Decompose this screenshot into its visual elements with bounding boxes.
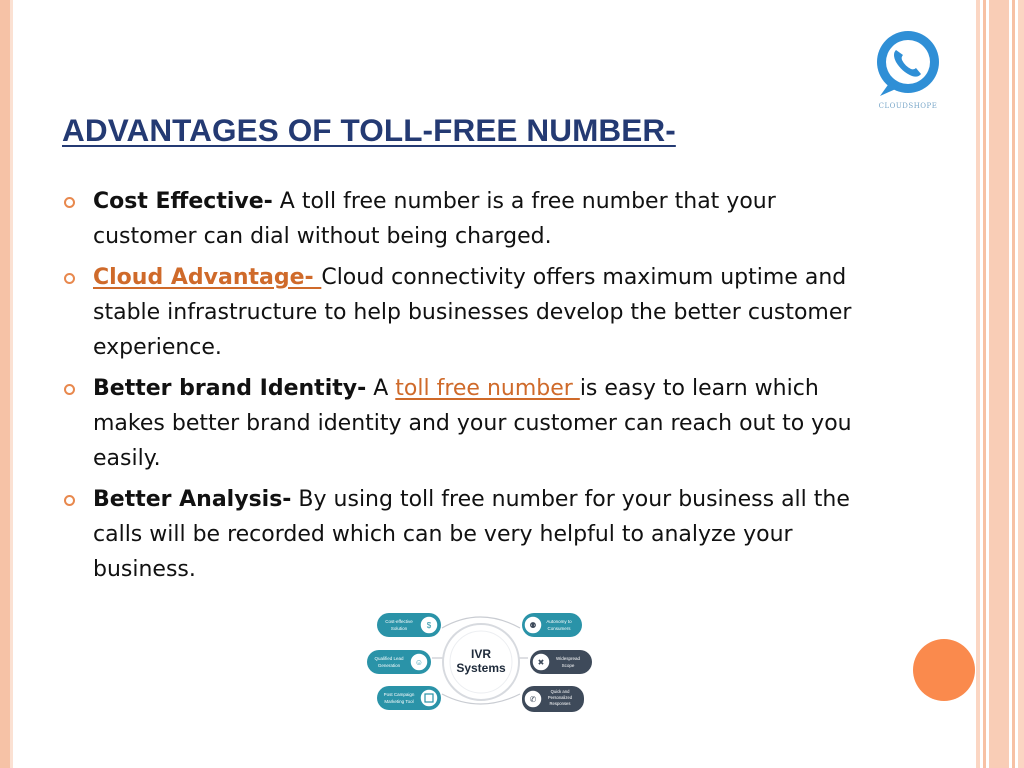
advantages-list <box>62 184 862 593</box>
right-border-decoration <box>976 0 1024 768</box>
bullet-text: Cloud connectivity offers maximum uptime and stable infrastructure to help businesses develop the better customer experience. <box>93 265 852 360</box>
money-icon: $ <box>426 621 432 630</box>
expand-icon: ✖ <box>537 658 545 667</box>
logo-caption: CLOUDSHOPE <box>878 102 938 110</box>
bullet-ring-icon <box>64 384 75 395</box>
cloud-advantage-link[interactable]: Cloud Advantage- <box>93 265 322 290</box>
bullet-ring-icon <box>64 273 75 284</box>
bullet-text: A <box>366 376 396 401</box>
svg-text:Autonomy to: Autonomy to <box>546 619 572 624</box>
list-item <box>62 482 862 587</box>
diagram-item-cost-effective <box>377 613 441 637</box>
diagram-item-quick-responses <box>522 686 584 712</box>
svg-text:Solution: Solution <box>390 626 408 631</box>
list-item <box>62 260 862 365</box>
phone-chat-icon <box>868 30 948 102</box>
svg-text:Generation: Generation <box>377 663 401 668</box>
diagram-item-autonomy <box>522 613 582 637</box>
ivr-center-label-line2: Systems <box>456 661 506 675</box>
list-item <box>62 371 862 476</box>
svg-text:Cost-effective: Cost-effective <box>385 619 413 624</box>
bullet-text: A toll free number is a free number that your customer can dial without being charged. <box>93 189 776 249</box>
ivr-systems-diagram <box>360 606 600 714</box>
list-item <box>62 184 862 254</box>
left-border-decoration <box>0 0 10 768</box>
diagram-item-qualified-lead <box>367 650 431 674</box>
svg-text:Quick and: Quick and <box>550 689 570 694</box>
diagram-item-post-campaign <box>377 686 441 710</box>
page-title: ADVANTAGES OF TOLL-FREE NUMBER- <box>62 112 676 148</box>
bullet-heading: Cost Effective- <box>93 189 273 214</box>
bullet-text: By using toll free number for your business all the calls will be recorded which can be very helpful to analyze your business. <box>93 487 850 582</box>
bullet-heading: Better brand Identity- <box>93 376 367 401</box>
svg-text:Widespread: Widespread <box>555 656 581 661</box>
diagram-item-widespread <box>530 650 592 674</box>
svg-text:Qualified Lead: Qualified Lead <box>374 656 404 661</box>
bullet-ring-icon <box>64 495 75 506</box>
svg-text:Post Campaign: Post Campaign <box>383 692 415 697</box>
user-icon: ☺ <box>414 658 424 667</box>
decorative-orange-circle <box>913 639 975 701</box>
svg-text:Consumers: Consumers <box>547 626 571 631</box>
svg-text:Scope: Scope <box>561 663 575 668</box>
svg-text:Personalized: Personalized <box>547 695 573 700</box>
group-icon: ⚉ <box>529 621 537 630</box>
bullet-heading: Better Analysis- <box>93 487 292 512</box>
svg-text:Marketing Tool: Marketing Tool <box>384 699 414 704</box>
bullet-ring-icon <box>64 197 75 208</box>
toll-free-number-link[interactable]: toll free number <box>395 376 580 401</box>
svg-text:Responses: Responses <box>549 701 571 706</box>
response-icon: ✆ <box>529 695 537 704</box>
ivr-center-label-line1: IVR <box>470 647 492 661</box>
bullet-text: is easy to learn which makes better brand identity and your customer can reach out to you easily. <box>93 376 852 471</box>
